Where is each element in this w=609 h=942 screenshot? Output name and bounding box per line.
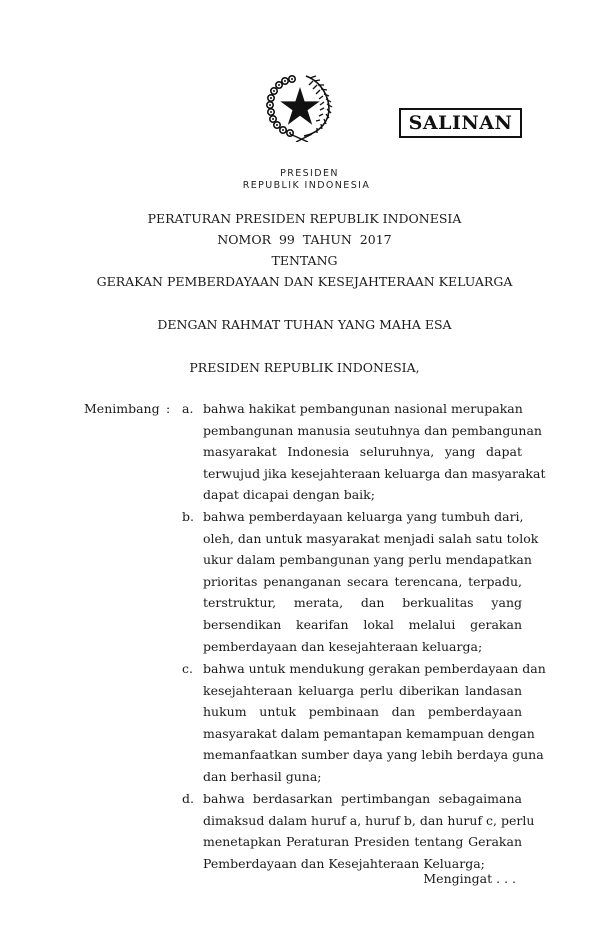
item-letter-c: c. [182,661,193,676]
item-a-line: pembangunan manusia seutuhnya dan pembangunan [203,422,542,438]
item-c-line: masyarakat dalam pemantapan kemampuan dengan [203,725,535,741]
item-letter-a: a. [182,401,194,416]
presidential-emblem-icon [262,72,338,142]
item-c-line: kesejahteraan keluarga perlu diberikan landasan [203,682,522,698]
title-subject: GERAKAN PEMBERDAYAAN DAN KESEJAHTERAAN KELUARGA [96,274,513,289]
item-letter-b: b. [182,509,194,524]
item-d-line: bahwa berdasarkan pertimbangan sebagaimana [203,791,522,806]
item-c-line: bahwa untuk mendukung gerakan pemberdayaan dan [203,661,546,676]
item-a-line: terwujud jika kesejahteraan keluarga dan masyarakat [203,465,546,481]
consideration-item-a [203,398,546,506]
item-b-line: ukur dalam pembangunan yang perlu mendapatkan [203,552,532,568]
item-b-line: bersendikan kearifan lokal melalui gerakan [203,616,522,632]
menimbang-colon: : [166,401,171,416]
item-d-line: menetapkan Peraturan Presiden tentang Gerakan [203,834,522,850]
consideration-item-b [203,506,539,657]
item-letter-d: d. [182,791,194,806]
title-number-year: NOMOR 99 TAHUN 2017 [217,232,392,247]
item-a-line: masyarakat Indonesia seluruhnya, yang dapat [203,444,522,460]
item-b-line: oleh, dan untuk masyarakat menjadi salah satu tolok [203,530,539,546]
item-c-line: memanfaatkan sumber daya yang lebih berdaya guna [203,747,544,763]
item-a-line: dapat dicapai dengan baik; [203,487,375,503]
item-c-line: hukum untuk pembinaan dan pemberdayaan [203,704,522,720]
item-d-line: Pemberdayaan dan Kesejahteraan Keluarga; [203,855,485,871]
salinan-label: SALINAN [408,112,513,134]
item-b-line: prioritas penanganan secara terencana, terpadu, [203,573,522,589]
menimbang-label: Menimbang [84,401,160,416]
next-page-catchword: Mengingat . . . [423,871,516,886]
consideration-item-c [203,658,546,788]
title-regulation-type: PERATURAN PRESIDEN REPUBLIK INDONESIA [147,211,462,226]
invocation: DENGAN RAHMAT TUHAN YANG MAHA ESA [157,317,452,332]
salinan-copy-stamp [399,108,522,138]
issuer-line-presiden: PRESIDEN [280,168,339,179]
item-b-line: bahwa pemberdayaan keluarga yang tumbuh dari, [203,509,524,524]
title-tentang: TENTANG [271,253,338,268]
item-b-line: pemberdayaan dan kesejahteraan keluarga; [203,638,483,654]
authority-line: PRESIDEN REPUBLIK INDONESIA, [189,360,420,375]
consideration-item-d [203,788,535,874]
item-b-line: terstruktur, merata, dan berkualitas yang [203,595,522,611]
item-c-line: dan berhasil guna; [203,768,322,784]
item-d-line: dimaksud dalam huruf a, huruf b, dan huruf c, perlu [203,812,535,828]
issuer-line-republik: REPUBLIK INDONESIA [242,180,371,191]
item-a-line: bahwa hakikat pembangunan nasional merupakan [203,401,523,416]
